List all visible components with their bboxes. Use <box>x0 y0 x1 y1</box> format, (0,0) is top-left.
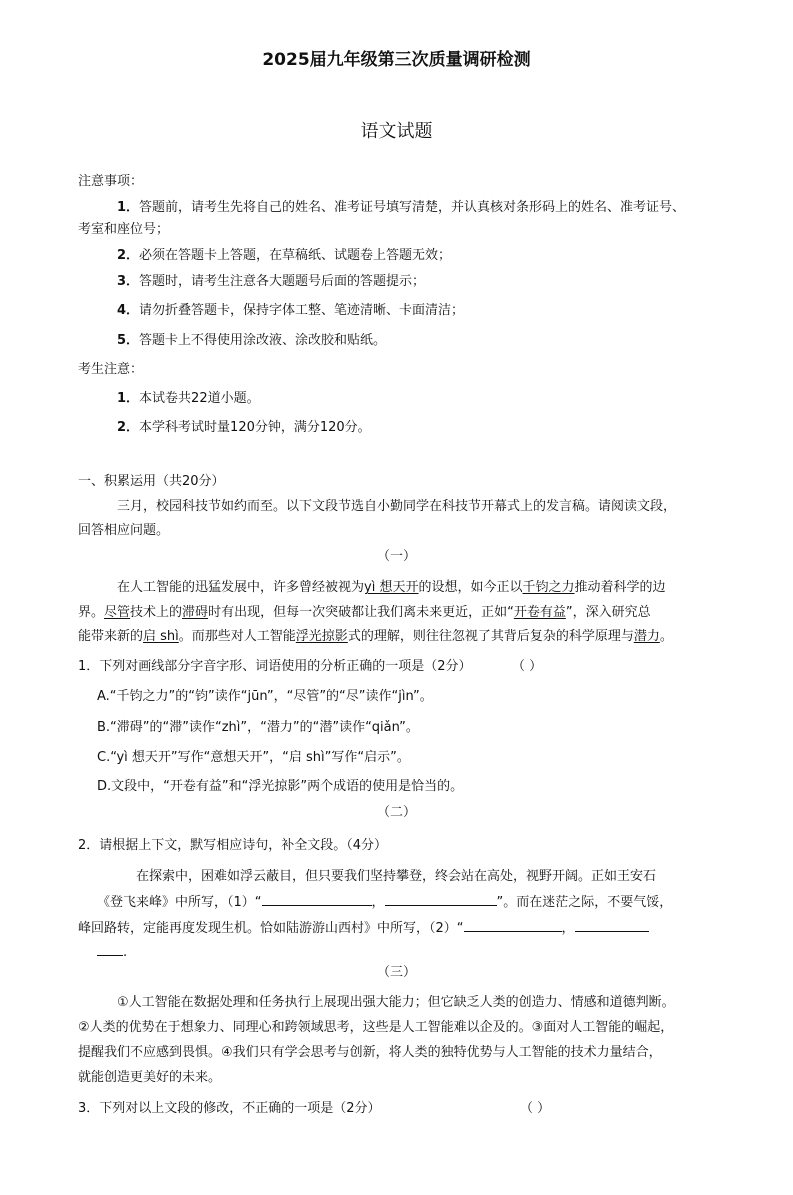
underlined-word: 千钧之力 <box>522 580 575 595</box>
question-3-stem: 3．下列对以上文段的修改，不正确的一项是（2分） <box>78 1101 381 1116</box>
passage-text: 技术上的 <box>130 605 183 620</box>
passage-text: 时有出现，但每一次突破都让我们离未来更近，正如“ <box>208 605 514 620</box>
passage-3-line-1: ①人工智能在数据处理和任务执行上展现出强大能力；但它缺乏人类的创造力、情感和道德判断。 <box>117 995 675 1010</box>
question-1-stem: 1．下列对画线部分字音字形、词语使用的分析正确的一项是（2分） <box>78 659 472 674</box>
notice-item-text: 必须在答题卡上答题，在草稿纸、试题卷上答题无效； <box>139 248 452 263</box>
question-3-answer-paren: （ ） <box>520 1101 551 1116</box>
question-2-line-4 <box>97 941 127 963</box>
question-2-line-3 <box>78 917 649 939</box>
question-1-answer-paren: （ ） <box>512 659 543 674</box>
part-two-label: （二） <box>376 805 416 820</box>
notice-item-1 <box>117 198 685 218</box>
answer-blank-2b[interactable] <box>575 917 649 932</box>
question-1-option-a: A.“千钧之力”的“钧”读作“jūn”，“尽管”的“尽”读作“jìn”。 <box>97 689 433 704</box>
notice-item-num: 1． <box>117 200 140 215</box>
passage-text: 《登飞来峰》中所写，（1）“ <box>97 895 262 910</box>
question-1-option-c: C.“yì 想天开”写作“意想天开”，“启 shì”写作“启示”。 <box>97 750 410 765</box>
notice-item-text: 答题前，请考生先将自己的姓名、准考证号填写清楚，并认真核对条形码上的姓名、准考证号、 <box>139 200 686 215</box>
passage-text: 。 <box>659 629 673 644</box>
underlined-word: 启 shì <box>143 629 179 644</box>
part-one-label: （一） <box>376 549 416 564</box>
passage-3-line-2: ②人类的优势在于想象力、同理心和跨领域思考，这些是人工智能难以企及的。③面对人工智能的崛起， <box>78 1020 674 1035</box>
answer-blank-1b[interactable] <box>385 891 497 906</box>
notice-item-num: 5． <box>117 333 140 348</box>
underlined-word: 开卷有益 <box>513 605 566 620</box>
answer-blank-1a[interactable] <box>262 891 372 906</box>
notice-item-2 <box>117 246 451 266</box>
section-intro-cont: 回答相应问题。 <box>78 523 170 538</box>
candidate-item-text: 本试卷共22道小题。 <box>139 391 260 406</box>
candidate-item-1 <box>117 389 260 409</box>
passage-1-line-3 <box>78 627 673 647</box>
notice-item-text: 答题时，请考生注意各大题题号后面的答题提示； <box>139 274 426 289</box>
passage-1-line-1 <box>117 578 666 598</box>
section-heading: 一、积累运用（共20分） <box>78 474 225 489</box>
passage-3-line-3: 提醒我们不应感到畏惧。④我们只有学会思考与创新，将人类的独特优势与人工智能的技术力量结合， <box>78 1045 662 1060</box>
candidate-heading: 考生注意： <box>78 362 144 377</box>
question-1-option-d: D.文段中，“开卷有益”和“浮光掠影”两个成语的使用是恰当的。 <box>97 779 464 794</box>
candidate-item-text: 本学科考试时量120分钟，满分120分。 <box>139 420 371 435</box>
passage-text: . <box>123 945 128 960</box>
underlined-word: yì 想天开 <box>364 580 419 595</box>
notice-item-3 <box>117 272 425 292</box>
notice-heading: 注意事项： <box>78 174 144 189</box>
passage-text: ， <box>371 895 385 910</box>
candidate-item-2 <box>117 418 371 438</box>
section-intro: 三月，校园科技节如约而至。以下文段节选自小勤同学在科技节开幕式上的发言稿。请阅读文段， <box>117 499 677 514</box>
notice-item-1-cont: 考室和座位号； <box>78 222 170 237</box>
passage-text: 能带来新的 <box>78 629 144 644</box>
passage-text: 推动着科学的边 <box>574 580 666 595</box>
part-three-label: （三） <box>376 965 416 980</box>
passage-text: ”，深入研究总 <box>565 605 651 620</box>
passage-text: ”。而在迷茫之际，不要气馁， <box>496 895 673 910</box>
candidate-item-num: 2． <box>117 420 140 435</box>
passage-text: 界。 <box>78 605 105 620</box>
answer-blank-2a[interactable] <box>464 917 562 932</box>
notice-item-5 <box>117 331 386 351</box>
passage-text: 在人工智能的迅猛发展中，许多曾经被视为 <box>117 580 365 595</box>
underlined-word: 尽管 <box>104 605 131 620</box>
underlined-word: 浮光掠影 <box>295 629 348 644</box>
passage-text: 式的理解，则往往忽视了其背后复杂的科学原理与 <box>347 629 634 644</box>
notice-item-text: 答题卡上不得使用涂改液、涂改胶和贴纸。 <box>139 333 387 348</box>
passage-1-line-2 <box>78 603 651 623</box>
underlined-word: 滞碍 <box>182 605 209 620</box>
question-1-option-b: B.“滞碍”的“滞”读作“zhì”，“潜力”的“潜”读作“qiǎn”。 <box>97 720 419 735</box>
passage-text: 的设想，如今正以 <box>418 580 523 595</box>
question-2-line-2 <box>97 891 672 913</box>
passage-text: 峰回路转，定能再度发现生机。恰如陆游游山西村》中所写，（2）“ <box>78 921 464 936</box>
underlined-word: 潜力 <box>633 629 660 644</box>
notice-item-text: 请勿折叠答题卡，保持字体工整、笔迹清晰、卡面清洁； <box>139 303 465 318</box>
exam-subtitle: 语文试题 <box>360 121 433 142</box>
candidate-item-num: 1． <box>117 391 140 406</box>
answer-blank-2c[interactable] <box>97 941 123 956</box>
notice-item-num: 4． <box>117 303 140 318</box>
passage-3-line-4: 就能创造更美好的未来。 <box>78 1070 222 1085</box>
passage-text: 。而那些对人工智能 <box>178 629 296 644</box>
passage-text: ， <box>561 921 575 936</box>
exam-title: 2025届九年级第三次质量调研检测 <box>262 50 531 70</box>
notice-item-4 <box>117 301 464 321</box>
question-2-line-1: 在探索中，困难如浮云蔽目，但只要我们坚持攀登，终会站在高处，视野开阔。正如王安石 <box>136 869 657 884</box>
notice-item-num: 3． <box>117 274 140 289</box>
notice-item-num: 2． <box>117 248 140 263</box>
question-2-stem: 2．请根据上下文，默写相应诗句，补全文段。（4分） <box>78 838 388 853</box>
